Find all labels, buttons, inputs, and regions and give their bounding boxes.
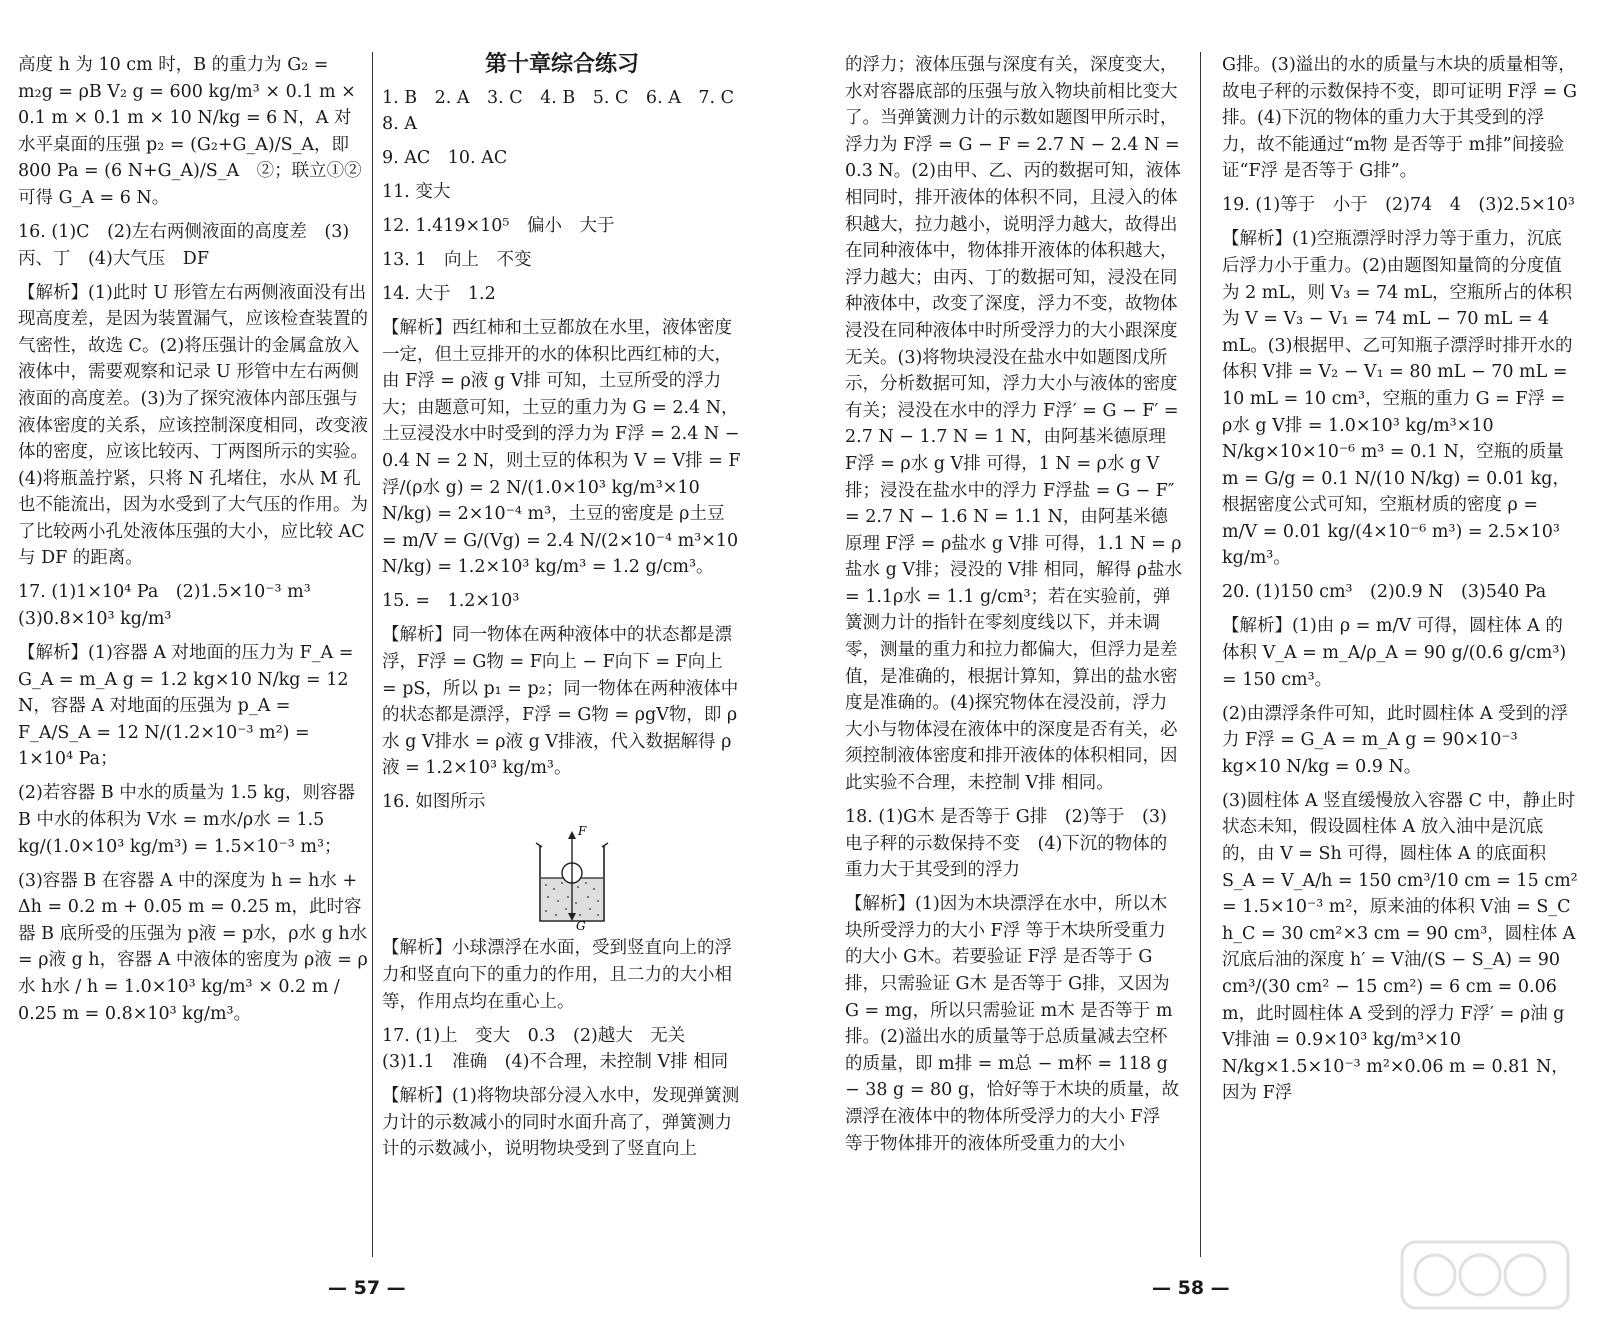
answer-20: 20. (1)150 cm³ (2)0.9 N (3)540 Pa [1222, 582, 1547, 603]
analysis-17-continued: 的浮力；液体压强与深度有关，深度变大，水对容器底部的压强与放入物块前相比变大了。当弹簧测力计的示数如题图甲所示时，浮力为 F浮 = G − F = 2.7 N − 2.4 N = 0.3 N。(2)由甲、乙、丙的数据可知，液体相同时，排开液体的体积不同，且浸入的体积越大，拉力越小，说明浮力越大，故得出在同种液体中，物体排开液体的体积越大，浮力越大；由丙、丁的数据可知，浸没在同种液体中，改变了深度，浮力不变，故物体浸没在同种液体中时所受浮力的大小跟深度无关。(3)将物块浸没在盐水中如题图戊所示，分析数据可知，浮力大小与液体的密度有关；浸没在水中的浮力 F浮′ = G − F′ = 2.7 N − 1.7 N = 1 N，由阿基米德原理 F浮 = ρ水 g V排 可得，1 N = ρ水 g V排；浸没在盐水中的浮力 F浮盐 = G − F″ = 2.7 N − 1.6 N = 1.1 N，由阿基米德原理 F浮 = ρ盐水 g V排 可得，1.1 N = ρ盐水 g V排；浸没的 V排 相同，解得 ρ盐水 = 1.1ρ水 = 1.1 g/cm³；若在实验前，弹簧测力计的指针在零刻度线以下，并未调零，测量的重力和拉力都偏大，但浮力是差值，是准确的，根据计算知，算出的盐水密度是准确的。(4)探究物体在浸没前，浮力大小与物体浸在液体中的深度是否有关，必须控制液体密度和排开液体的体积相同，因此实验不合理，未控制 V排 相同。 [845, 55, 1183, 794]
analysis-18-continued: G排。(3)溢出的水的质量与木块的质量相等，故电子秤的示数保持不变，即可证明 F浮 = G排。(4)下沉的物体的重力大于其受到的浮力，故不能通过“m物 是否等于 m排”间接验证“F浮 是否等于 G排”。 [1222, 55, 1577, 182]
answer-14: 14. 大于 1.2 [382, 284, 496, 305]
analysis-19: 【解析】(1)空瓶漂浮时浮力等于重力，沉底后浮力小于重力。(2)由题图知量筒的分度值为 2 mL，则 V₃ = 74 mL，空瓶所占的体积为 V = V₃ − V₁ = 74 mL − 70 mL = 4 mL。(3)根据甲、乙可知瓶子漂浮时排开水的体积 V排 = V₂ − V₁ = 80 mL − 70 mL = 10 mL = 10 cm³，空瓶的重力 G = F浮 = ρ水 g V排 = 1.0×10³ kg/m³×10 N/kg×10×10⁻⁶ m³ = 0.1 N，空瓶的质量 m = G/g = 0.1 N/(10 N/kg) = 0.01 kg，根据密度公式可知，空瓶材质的密度 ρ = m/V = 0.01 kg/(4×10⁻⁶ m³) = 2.5×10³ kg/m³。 [1222, 229, 1573, 569]
analysis-20-part1: 【解析】(1)由 ρ = m/V 可得，圆柱体 A 的体积 V_A = m_A/ρ_A = 90 g/(0.6 g/cm³) = 150 cm³。 [1222, 616, 1567, 690]
left-page-column-1 [18, 52, 368, 1252]
beaker-force-diagram [532, 823, 612, 934]
force-label-g: G [576, 919, 586, 934]
answers-9-10: 9. AC 10. AC [382, 148, 508, 169]
analysis-14: 【解析】西红柿和土豆都放在水里，液体密度一定，但土豆排开的水的体积比西红柿的大，由 F浮 = ρ液 g V排 可知，土豆所受的浮力大；由题意可知，土豆的重力为 G = 2.4 N，土豆浸没水中时受到的浮力为 F浮 = 2.4 N − 0.4 N = 2 N，则土豆的体积为 V = V排 = F浮/(ρ水 g) = 2 N/(1.0×10³ kg/m³×10 N/kg) = 2×10⁻⁴ m³，土豆的密度是 ρ土豆 = m/V = G/(Vg) = 2.4 N/(2×10⁻⁴ m³×10 N/kg) = 1.2×10³ kg/m³ = 1.2 g/cm³。 [382, 318, 741, 578]
answer-17: 17. (1)1×10⁴ Pa (2)1.5×10⁻³ m³ (3)0.8×10³ kg/m³ [18, 582, 329, 630]
answer-13: 13. 1 向上 不变 [382, 250, 532, 271]
analysis-17-part3: (3)容器 B 在容器 A 中的深度为 h = h水 + Δh = 0.2 m + 0.05 m = 0.25 m，此时容器 B 底所受的压强为 p液 = p水，ρ水 g h水 = ρ液 g h，容器 A 中液体的密度为 ρ液 = ρ水 h水 / h = 1.0×10³ kg/m³ × 0.2 m / 0.25 m = 0.8×10³ kg/m³。 [18, 870, 368, 1024]
answer-16: 16. (1)C (2)左右两侧液面的高度差 (3)丙、丁 (4)大气压 DF [18, 221, 350, 269]
answer-18: 18. (1)G木 是否等于 G排 (2)等于 (3)电子秤的示数保持不变 (4)下沉的物体的重力大于其受到的浮力 [845, 807, 1168, 881]
answer-15: 15. = 1.2×10³ [382, 591, 520, 612]
left-page-column-2 [382, 52, 752, 1252]
answer-16-figure: 16. 如图所示 [382, 792, 486, 813]
watermark-logo [1400, 1240, 1570, 1310]
chapter-title: 第十章综合练习 [484, 52, 639, 77]
answer-11: 11. 变大 [382, 182, 451, 203]
answer-17-col2: 17. (1)上 变大 0.3 (2)越大 无关 (3)1.1 准确 (4)不合理，未控制 V排 相同 [382, 1025, 729, 1073]
analysis-16: 【解析】(1)此时 U 形管左右两侧液面没有出现高度差，是因为装置漏气，应该检查装置的气密性，故选 C。(2)将压强计的金属盒放入液体中，需要观察和记录 U 形管中左右两侧液面的高度差。(3)为了探究液体内部压强与液体密度的关系，应该控制深度相同，改变液体的密度，应该比较丙、丁两图所示的实验。(4)将瓶盖拧紧，只将 N 孔堵住，水从 M 孔也不能流出，因为水受到了大气压的作用。为了比较两小孔处液体压强的大小，应比较 AC 与 DF 的距离。 [18, 282, 368, 569]
analysis-16-col2: 【解析】小球漂浮在水面，受到竖直向上的浮力和竖直向下的重力的作用，且二力的大小相等，作用点均在重心上。 [382, 938, 732, 1012]
analysis-20-part3: (3)圆柱体 A 竖直缓慢放入容器 C 中，静止时状态未知，假设圆柱体 A 放入油中是沉底的，由 V = Sh 可得，圆柱体 A 的底面积 S_A = V_A/h = 150 cm³/10 cm = 15 cm² = 1.5×10⁻³ m²，原来油的体积 V油 = S_C h_C = 30 cm²×3 cm = 90 cm³，圆柱体 A 沉底后油的深度 h′ = V油/(S − S_A) = 90 cm³/(30 cm² − 15 cm²) = 6 cm = 0.06 m，此时圆柱体 A 受到的浮力 F浮′ = ρ油 g V排油 = 0.9×10³ kg/m³×10 N/kg×1.5×10⁻³ m²×0.06 m = 0.81 N，因为 F浮 [1222, 790, 1578, 1104]
analysis-17-part1: 【解析】(1)容器 A 对地面的压力为 F_A = G_A = m_A g = 1.2 kg×10 N/kg = 12 N，容器 A 对地面的压强为 p_A = F_A/S_A = 12 N/(1.2×10⁻³ m²) = 1×10⁴ Pa； [18, 643, 354, 770]
analysis-17-col2: 【解析】(1)将物块部分浸入水中，发现弹簧测力计的示数减小的同时水面升高了，弹簧测力计的示数减小，说明物块受到了竖直向上 [382, 1086, 740, 1160]
force-label-f: F [578, 824, 587, 839]
column-divider-left [372, 52, 373, 1257]
page-number-57: — 57 — [328, 1277, 406, 1299]
right-page-column-1 [845, 52, 1183, 1252]
right-page-column-2 [1222, 52, 1578, 1252]
page-number-58: — 58 — [1152, 1277, 1230, 1299]
column-divider-right [1200, 52, 1201, 1257]
answer-19: 19. (1)等于 小于 (2)74 4 (3)2.5×10³ [1222, 195, 1575, 216]
paragraph: 高度 h 为 10 cm 时，B 的重力为 G₂ = m₂g = ρB V₂ g = 600 kg/m³ × 0.1 m × 0.1 m × 0.1 m × 10 N/kg = 6 N，A 对水平桌面的压强 p₂ = (G₂+G_A)/S_A，即 800 Pa = (6 N+G_A)/S_A ②；联立①②可得 G_A = 6 N。 [18, 55, 362, 208]
answers-1-8: 1. B 2. A 3. C 4. B 5. C 6. A 7. C 8. A [382, 87, 752, 135]
analysis-20-part2: (2)由漂浮条件可知，此时圆柱体 A 受到的浮力 F浮 = G_A = m_A g = 90×10⁻³ kg×10 N/kg = 0.9 N。 [1222, 703, 1569, 777]
analysis-17-part2: (2)若容器 B 中水的质量为 1.5 kg，则容器 B 中水的体积为 V水 = m水/ρ水 = 1.5 kg/(1.0×10³ kg/m³) = 1.5×10⁻³ m³； [18, 783, 356, 857]
answer-12: 12. 1.419×10⁵ 偏小 大于 [382, 216, 615, 237]
analysis-15: 【解析】同一物体在两种液体中的状态都是漂浮，F浮 = G物 = F向上 − F向下 = F向上 = pS，所以 p₁ = p₂；同一物体在两种液体中的状态都是漂浮，F浮 = G物 = ρgV物，即 ρ水 g V排水 = ρ液 g V排液，代入数据解得 ρ液 = 1.2×10³ kg/m³。 [382, 625, 739, 779]
analysis-18: 【解析】(1)因为木块漂浮在水中，所以木块所受浮力的大小 F浮 等于木块所受重力的大小 G木。若要验证 F浮 是否等于 G排，只需验证 G木 是否等于 G排，又因为 G = mg，所以只需验证 m木 是否等于 m排。(2)溢出水的质量等于总质量减去空杯的质量，即 m排 = m总 − m杯 = 118 g − 38 g = 80 g，恰好等于木块的质量，故漂浮在液体中的物体所受浮力的大小 F浮 等于物体排开的液体所受重力的大小 [845, 894, 1180, 1154]
